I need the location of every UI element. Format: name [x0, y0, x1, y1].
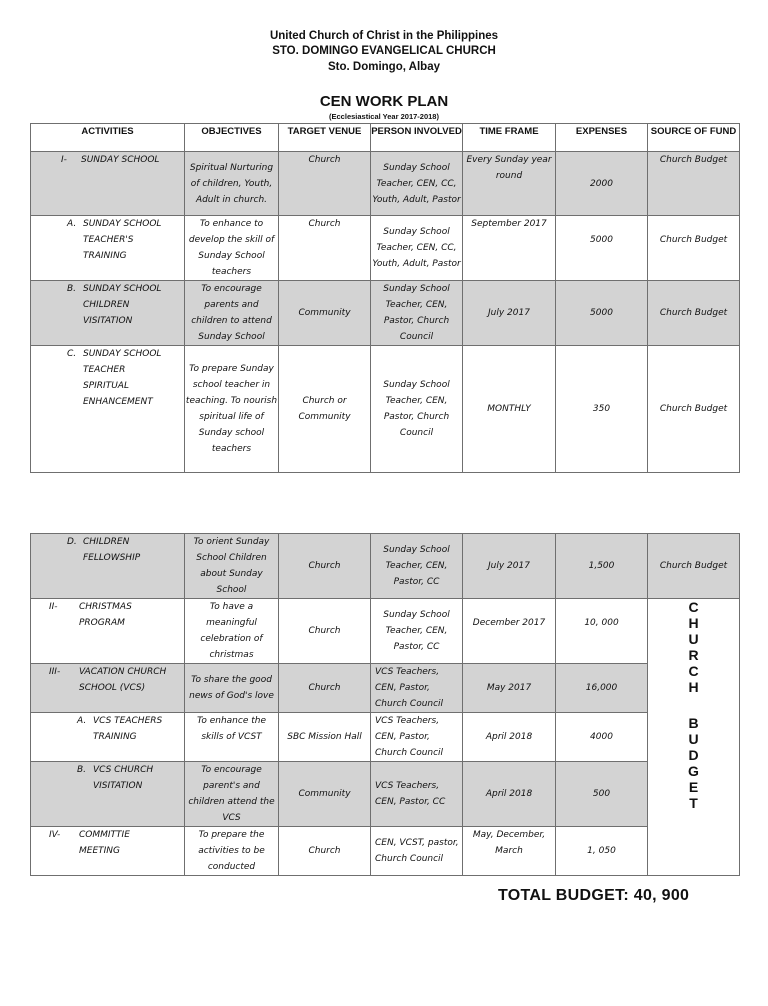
persons-cell: Sunday School Teacher, CEN, Pastor, CC — [371, 599, 463, 664]
vertical-letter: T — [689, 795, 698, 811]
col-header-expenses: EXPENSES — [556, 124, 648, 152]
table-header-row — [31, 124, 740, 152]
vertical-letter: U — [688, 731, 699, 747]
time-frame-cell: MONTHLY — [463, 346, 556, 473]
venue-cell: Church — [279, 152, 371, 216]
activity-name: VCS CHURCH VISITATION — [93, 765, 154, 791]
time-frame-cell: April 2018 — [463, 713, 556, 762]
col-header-time-frame: TIME FRAME — [463, 124, 556, 152]
activity-number: A. — [77, 716, 87, 726]
vertical-letter: H — [688, 679, 699, 695]
activity-cell — [31, 713, 185, 762]
table-row — [31, 216, 740, 281]
fund-cell: Church Budget — [648, 346, 740, 473]
church-denomination: United Church of Christ in the Philippines — [269, 30, 499, 42]
objectives-cell: To encourage parent's and children attend the VCS — [185, 762, 279, 827]
venue-cell: Church — [279, 827, 371, 876]
church-name: STO. DOMINGO EVANGELICAL CHURCH — [272, 45, 496, 57]
venue-cell: Church — [279, 599, 371, 664]
time-frame-cell: July 2017 — [463, 281, 556, 346]
activity-cell — [31, 762, 185, 827]
vertical-letter: D — [688, 747, 699, 763]
fund-church-budget-vertical — [648, 599, 740, 876]
objectives-cell: To enhance to develop the skill of Sunday School teachers — [185, 216, 279, 281]
persons-cell: VCS Teachers, CEN, Pastor, Church Council — [371, 664, 463, 713]
activity-name: VACATION CHURCH SCHOOL (VCS) — [79, 667, 167, 693]
activity-name: SUNDAY SCHOOL TEACHER'S TRAINING — [83, 219, 162, 261]
activity-name: CHILDREN FELLOWSHIP — [83, 537, 141, 563]
fund-cell: Church Budget — [648, 534, 740, 599]
vertical-letter: E — [688, 779, 699, 795]
venue-cell: Church or Community — [279, 346, 371, 473]
time-frame-cell: April 2018 — [463, 762, 556, 827]
venue-cell: Church — [279, 216, 371, 281]
activity-number: II- — [49, 602, 58, 612]
fund-cell: Church Budget — [648, 152, 740, 216]
persons-cell: CEN, VCST, pastor, Church Council — [371, 827, 463, 876]
fund-cell: Church Budget — [648, 216, 740, 281]
vertical-letter: C — [688, 663, 699, 679]
table-row — [31, 534, 740, 599]
table-row — [31, 664, 740, 713]
work-plan-table-2 — [30, 533, 740, 876]
table-row — [31, 599, 740, 664]
time-frame-cell: September 2017 — [463, 216, 556, 281]
objectives-cell: To prepare Sunday school teacher in teaching. To nourish spiritual life of Sunday school teachers — [185, 346, 279, 473]
objectives-cell: Spiritual Nurturing of children, Youth, Adult in church. — [185, 152, 279, 216]
persons-cell: Sunday School Teacher, CEN, Pastor, Church Council — [371, 346, 463, 473]
activity-number: A. — [67, 219, 77, 229]
vertical-letter: C — [688, 599, 699, 615]
venue-cell: Church — [279, 664, 371, 713]
activity-cell — [31, 534, 185, 599]
expenses-cell: 1, 050 — [556, 827, 648, 876]
persons-cell: Sunday School Teacher, CEN, CC, Youth, Adult, Pastor — [371, 216, 463, 281]
time-frame-cell: December 2017 — [463, 599, 556, 664]
time-frame-cell: May 2017 — [463, 664, 556, 713]
expenses-cell: 5000 — [556, 281, 648, 346]
col-header-person-involved: PERSON INVOLVED — [371, 124, 463, 152]
expenses-cell: 5000 — [556, 216, 648, 281]
activity-cell — [31, 216, 185, 281]
time-frame-cell: May, December, March — [463, 827, 556, 876]
total-budget: TOTAL BUDGET: 40, 900 — [498, 887, 690, 904]
expenses-cell: 350 — [556, 346, 648, 473]
activity-number: I- — [61, 155, 67, 165]
venue-cell: Community — [279, 281, 371, 346]
church-location: Sto. Domingo, Albay — [327, 61, 441, 73]
expenses-cell: 16,000 — [556, 664, 648, 713]
activity-cell — [31, 346, 185, 473]
activity-name: CHRISTMAS PROGRAM — [79, 602, 132, 628]
expenses-cell: 10, 000 — [556, 599, 648, 664]
time-frame-cell: Every Sunday year round — [463, 152, 556, 216]
vertical-letter: U — [688, 631, 699, 647]
activity-name: SUNDAY SCHOOL — [81, 155, 160, 165]
col-header-target-venue: TARGET VENUE — [279, 124, 371, 152]
vertical-letter: H — [688, 615, 699, 631]
activity-name: SUNDAY SCHOOL TEACHER SPIRITUAL ENHANCEMENT — [83, 349, 162, 407]
persons-cell: VCS Teachers, CEN, Pastor, Church Council — [371, 713, 463, 762]
col-header-source-of-fund: SOURCE OF FUND — [648, 124, 740, 152]
vertical-gap — [648, 695, 739, 715]
table-row — [31, 762, 740, 827]
expenses-cell: 500 — [556, 762, 648, 827]
page-title: CEN WORK PLAN — [319, 93, 449, 110]
objectives-cell: To prepare the activities to be conducted — [185, 827, 279, 876]
table-row — [31, 713, 740, 762]
venue-cell: Community — [279, 762, 371, 827]
activity-cell — [31, 281, 185, 346]
page-subtitle: (Ecclesiastical Year 2017-2018) — [329, 112, 439, 121]
activity-number: B. — [67, 284, 77, 294]
venue-cell: Church — [279, 534, 371, 599]
activity-number: D. — [67, 537, 77, 547]
time-frame-cell: July 2017 — [463, 534, 556, 599]
objectives-cell: To encourage parents and children to attend Sunday School — [185, 281, 279, 346]
activity-cell — [31, 152, 185, 216]
objectives-cell: To enhance the skills of VCST — [185, 713, 279, 762]
persons-cell: Sunday School Teacher, CEN, CC, Youth, Adult, Pastor — [371, 152, 463, 216]
vertical-letter: G — [688, 763, 699, 779]
activity-cell — [31, 827, 185, 876]
objectives-cell: To orient Sunday School Children about Sunday School — [185, 534, 279, 599]
activity-number: III- — [49, 667, 61, 677]
table-row — [31, 827, 740, 876]
col-header-activities: ACTIVITIES — [31, 124, 185, 152]
table-row — [31, 152, 740, 216]
persons-cell: Sunday School Teacher, CEN, Pastor, CC — [371, 534, 463, 599]
work-plan-table-1 — [30, 123, 740, 473]
expenses-cell: 2000 — [556, 152, 648, 216]
activity-name: VCS TEACHERS TRAINING — [93, 716, 163, 742]
persons-cell: VCS Teachers, CEN, Pastor, CC — [371, 762, 463, 827]
table-row — [31, 281, 740, 346]
activity-number: C. — [67, 349, 77, 359]
activity-number: IV- — [49, 830, 61, 840]
activity-cell — [31, 599, 185, 664]
objectives-cell: To share the good news of God's love — [185, 664, 279, 713]
persons-cell: Sunday School Teacher, CEN, Pastor, Church Council — [371, 281, 463, 346]
fund-cell: Church Budget — [648, 281, 740, 346]
expenses-cell: 4000 — [556, 713, 648, 762]
venue-cell: SBC Mission Hall — [279, 713, 371, 762]
col-header-objectives: OBJECTIVES — [185, 124, 279, 152]
activity-name: SUNDAY SCHOOL CHILDREN VISITATION — [83, 284, 162, 326]
activity-number: B. — [77, 765, 87, 775]
expenses-cell: 1,500 — [556, 534, 648, 599]
table-row — [31, 346, 740, 473]
vertical-letter: B — [688, 715, 699, 731]
activity-cell — [31, 664, 185, 713]
vertical-letter: R — [688, 647, 699, 663]
objectives-cell: To have a meaningful celebration of christmas — [185, 599, 279, 664]
activity-name: COMMITTIE MEETING — [79, 830, 130, 856]
